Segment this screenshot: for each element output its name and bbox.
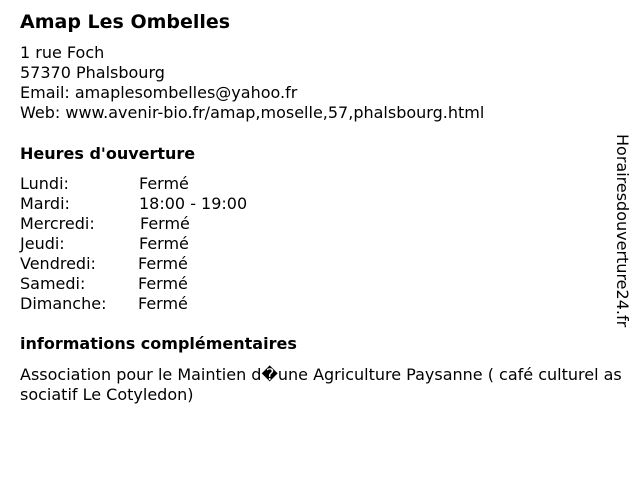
day-label: Vendredi: — [20, 254, 96, 273]
site-watermark: Horairesdouverture24.fr — [613, 134, 632, 328]
day-label: Lundi: — [20, 174, 69, 193]
day-hours: 18:00 - 19:00 — [139, 194, 248, 213]
address-city: 57370 Phalsbourg — [20, 63, 165, 82]
day-hours: Fermé — [138, 294, 188, 313]
info-heading: informations complémentaires — [20, 334, 297, 353]
email-line[interactable]: Email: amaplesombelles@yahoo.fr — [20, 83, 298, 102]
day-hours: Fermé — [138, 274, 188, 293]
day-hours: Fermé — [140, 214, 190, 233]
day-label: Samedi: — [20, 274, 86, 293]
day-label: Dimanche: — [20, 294, 107, 313]
hours-heading: Heures d'ouverture — [20, 144, 196, 163]
day-hours: Fermé — [139, 234, 189, 253]
day-hours: Fermé — [138, 254, 188, 273]
day-label: Mercredi: — [20, 214, 95, 233]
address-block — [20, 43, 484, 123]
business-name: Amap Les Ombelles — [20, 11, 231, 33]
day-hours: Fermé — [139, 174, 189, 193]
address-street: 1 rue Foch — [20, 43, 105, 62]
day-label: Mardi: — [20, 194, 70, 213]
info-text: Association pour le Maintien d�une Agriculture Paysanne ( café culturel associatif Le Cotyledon) — [20, 365, 622, 404]
web-line[interactable]: Web: www.avenir-bio.fr/amap,moselle,57,phalsbourg.html — [20, 103, 485, 122]
day-label: Jeudi: — [20, 234, 65, 253]
